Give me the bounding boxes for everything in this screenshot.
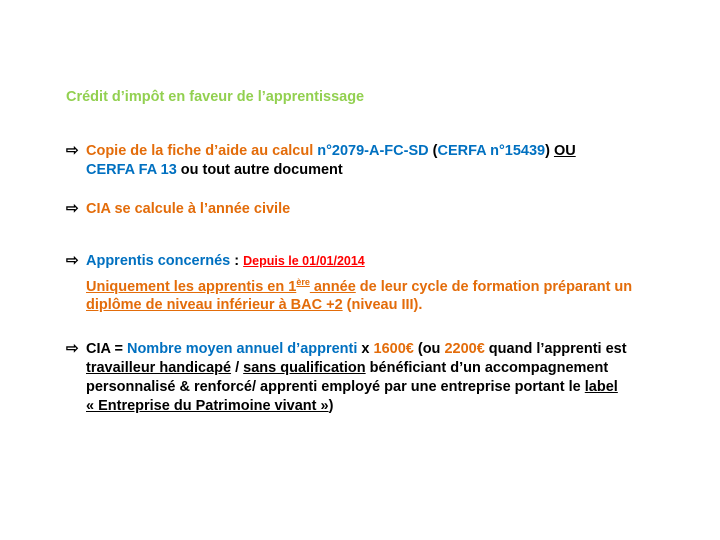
b1-paren-open: (	[428, 143, 438, 159]
slide-title: Crédit d’impôt en faveur de l’apprentissage	[66, 89, 365, 105]
b4-2200: 2200€	[444, 341, 485, 357]
b4-quand: quand l’apprenti est	[484, 341, 627, 357]
b3-sup: ère	[296, 277, 310, 287]
bullet-1-line-2	[86, 162, 343, 178]
b1-other-doc: ou tout autre document	[176, 162, 343, 178]
b4-paren-close: )	[328, 398, 334, 414]
b3-niveau: (niveau III).	[342, 297, 423, 313]
arrow-right-icon: ⇨	[66, 142, 79, 159]
b4-entreprise-patrimoine: « Entreprise du Patrimoine vivant »	[86, 398, 329, 414]
b1-cerfa: CERFA n°15439	[437, 143, 546, 159]
b3-apprentis: Apprentis concernés	[86, 253, 231, 269]
bullet-3-line-2	[86, 279, 632, 295]
b4-handicape: travailleur handicapé	[86, 360, 232, 376]
b3-cycle: de leur cycle de formation préparant un	[355, 279, 633, 295]
b1-text: Copie de la fiche d’aide au calcul	[86, 143, 318, 159]
b4-nombre: Nombre moyen annuel d’apprenti	[126, 341, 358, 357]
bullet-4-line-4	[86, 398, 333, 414]
bullet-2: CIA se calcule à l’année civile	[86, 201, 291, 217]
b4-cia: CIA =	[86, 341, 127, 357]
b1-form-number: n°2079-A-FC-SD	[317, 143, 429, 159]
arrow-right-icon: ⇨	[66, 340, 79, 357]
b4-personnalise: personnalisé & renforcé/ apprenti employé par une entreprise portant le	[86, 379, 585, 395]
b4-1600: 1600€	[373, 341, 414, 357]
b1-ou: OU	[553, 143, 576, 159]
bullet-4-line-1	[86, 341, 627, 357]
arrow-right-icon: ⇨	[66, 252, 79, 269]
b1-cerfa-fa13: CERFA FA 13	[86, 162, 177, 178]
b4-ou: (ou	[413, 341, 445, 357]
b4-label: label	[584, 379, 618, 395]
b4-beneficiant: bénéficiant d’un accompagnement	[365, 360, 609, 376]
b3-date: Depuis le 01/01/2014	[243, 254, 365, 268]
bullet-4-line-3	[86, 379, 618, 395]
b3-colon: :	[230, 253, 244, 269]
b3-annee: année	[309, 279, 356, 295]
bullet-3-line-1	[86, 253, 365, 269]
b1-paren-close: )	[545, 143, 554, 159]
b4-x: x	[357, 341, 374, 357]
bullet-1-line-1	[86, 143, 576, 159]
bullet-4-line-2	[86, 360, 608, 376]
arrow-right-icon: ⇨	[66, 200, 79, 217]
b4-slash: /	[231, 360, 244, 376]
b4-sans-qualif: sans qualification	[243, 360, 366, 376]
b3-uniquement: Uniquement les apprentis en 1	[86, 279, 297, 295]
b3-diplome: diplôme de niveau inférieur à BAC +2	[86, 297, 343, 313]
bullet-3-line-3	[86, 297, 422, 313]
